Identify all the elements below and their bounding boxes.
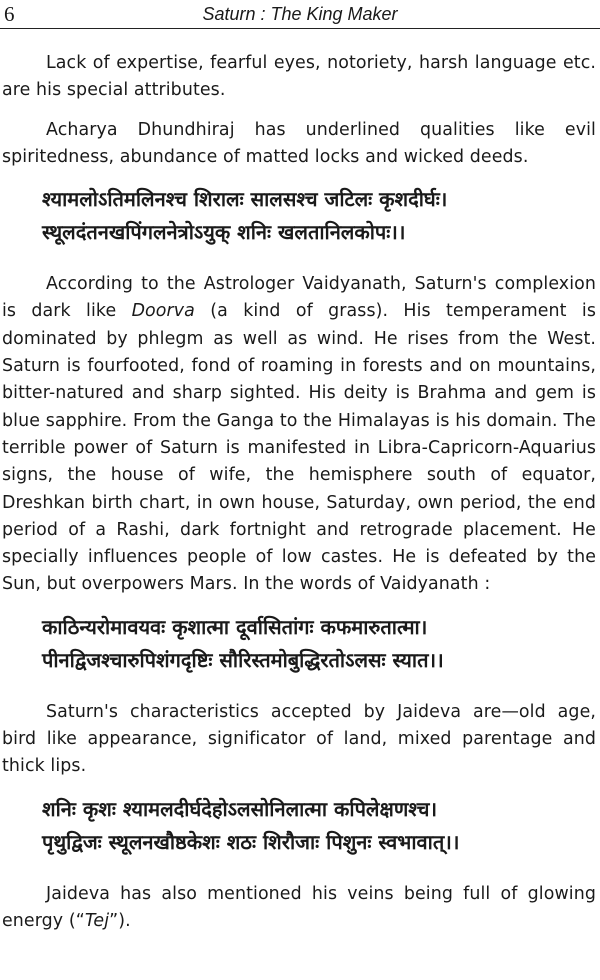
verse-line: काठिन्यरोमावयवः कृशात्मा दूर्वासितांगः कफमारुतात्मा। [42,614,428,639]
paragraph-dhundhiraj: Acharya Dhundhiraj has underlined qualities like evil spiritedness, abundance of matted locks and wicked deeds. [2,119,596,167]
verse-line: श्यामलोऽतिमलिनश्च शिरालः सालसश्च जटिलः कृशदीर्घः। [42,187,448,212]
paragraph-jaideva: Saturn's characteristics accepted by Jaideva are—old age, bird like appearance, significator of land, mixed parentage and thick lips. [2,701,596,777]
paragraph-text: Jaideva has also mentioned his veins being full of glowing energy (“ [2,883,596,931]
sanskrit-verse-1 [42,183,596,249]
paragraph-text: According to the Astrologer Vaidyanath, Saturn's complexion is dark like [2,274,596,322]
paragraph-tej [2,881,596,936]
paragraph-text: ”). [109,910,131,931]
italic-term-doorva: Doorva [131,301,195,322]
sanskrit-verse-3 [42,793,596,859]
paragraph-attributes: Lack of expertise, fearful eyes, notoriety, harsh language etc. are his special attributes. [2,53,596,101]
page-header [0,2,600,28]
paragraph-vaidyanath [2,271,596,599]
verse-line: शनिः कृशः श्यामलदीर्घदेहोऽलसोनिलात्मा कपिलेक्षणश्च। [42,796,438,821]
verse-line: पीनद्विजश्चारुपिशंगदृष्टिः सौरिस्तमोबुद्धिरतोऽलसः स्यात।। [42,647,444,672]
paragraph-text: (a kind of grass). His temperament is dominated by phlegm as well as wind. He rises from the West. Saturn is fourfooted, fond of roaming in forests and on mountains, bitter-natured and sharp sighted. His deity is Brahma and gem is blue sapphire. From the Ganga to the Himalayas is his domain. The terrible power of Saturn is manifested in Libra-Capricorn-Aquarius signs, the house of wife, the hemisphere south of equator, Dreshkan birth chart, in own house, Saturday, own period, the end period of a Rashi, dark fortnight and retrograde placement. He specially influences people of low castes. He is defeated by the Sun, but overpowers Mars. In the words of Vaidyanath : [2,301,596,595]
running-title: Saturn : The King Maker [202,4,398,24]
sanskrit-verse-2 [42,611,596,677]
page-number: 6 [4,2,15,26]
page-body [2,50,596,935]
italic-term-tej: Tej [84,910,110,931]
verse-line: स्थूलदंतनखपिंगलनेत्रोऽयुक् शनिः खलतानिलकोपः।। [42,220,406,245]
verse-line: पृथुद्विजः स्थूलनखौष्ठकेशः शठः शिरौजाः पिशुनः स्वभावात्।। [42,829,460,854]
header-rule [0,28,600,29]
